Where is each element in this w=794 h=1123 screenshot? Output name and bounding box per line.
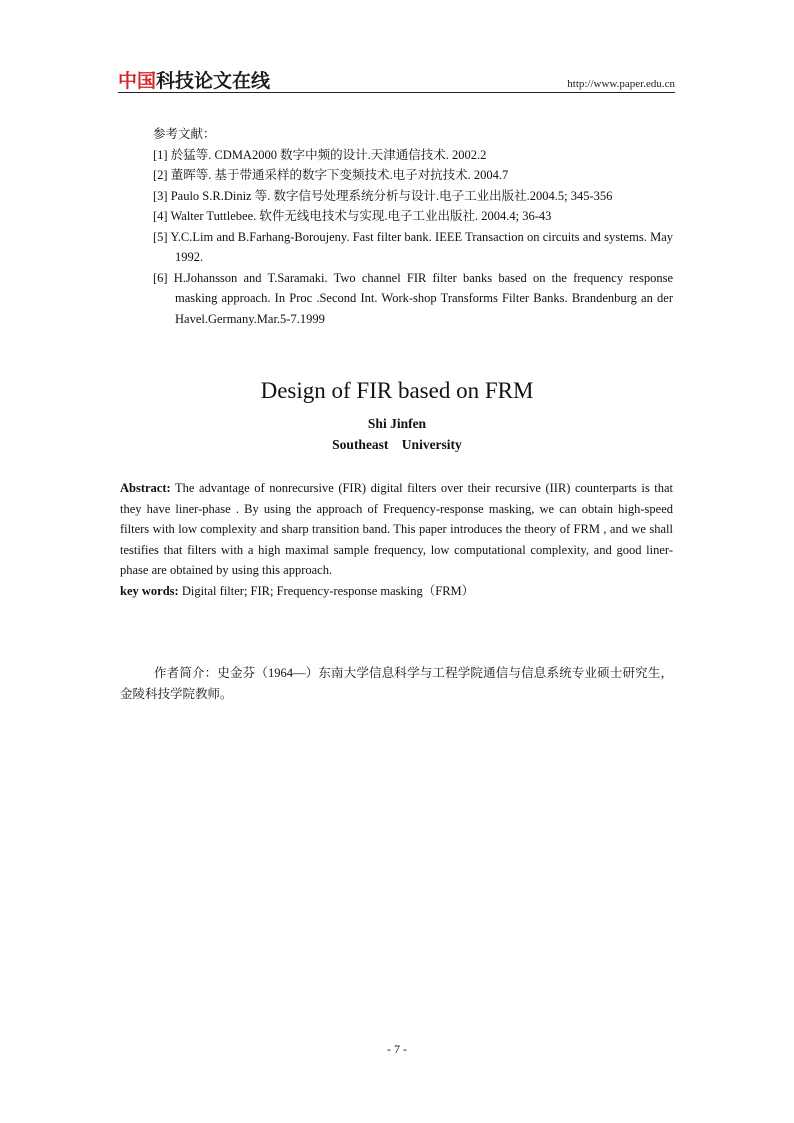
abstract-paragraph	[120, 478, 673, 581]
abstract-text: The advantage of nonrecursive (FIR) digital filters over their recursive (IIR) counterparts is that they have liner-phase . By using the approach of Frequency-response masking, we can obtain high-speed filters with low complexity and sharp transition band. This paper introduces the theory of FRM , and we shall testifies that filters with a high maximal sample frequency, low computational complexity, and good liner-phase are obtained by using this approach.	[120, 481, 673, 577]
author-bio: 作者简介：史金芬（1964—）东南大学信息科学与工程学院通信与信息系统专业硕士研究生，金陵科技学院教师。	[120, 666, 673, 701]
keywords-label: key words:	[120, 583, 179, 598]
page-header	[118, 66, 675, 92]
abstract-section	[120, 478, 673, 601]
references-heading: 参考文献：	[153, 127, 216, 141]
logo-text-black: 科技论文在线	[156, 70, 271, 92]
keywords-text: Digital filter; FIR; Frequency-response masking（FRM）	[178, 583, 475, 598]
reference-item: [5] Y.C.Lim and B.Farhang-Boroujeny. Fast filter bank. IEEE Transaction on circuits and systems. May 1992.	[153, 229, 673, 264]
journal-logo	[118, 66, 270, 93]
paper-title: Design of FIR based on FRM	[260, 378, 534, 403]
abstract-label: Abstract:	[120, 481, 171, 495]
paper-affiliation: Southeast University	[332, 437, 462, 452]
reference-item: [2] 董晖等. 基于带通采样的数字下变频技术.电子对抗技术. 2004.7	[153, 168, 509, 182]
reference-item: [4] Walter Tuttlebee. 软件无线电技术与实现.电子工业出版社. 2004.4; 36-43	[153, 209, 552, 223]
reference-item: [3] Paulo S.R.Diniz 等. 数字信号处理系统分析与设计.电子工业出版社.2004.5; 345-356	[153, 188, 613, 203]
keywords-paragraph	[120, 581, 673, 602]
header-url[interactable]: http://www.paper.edu.cn	[567, 78, 675, 90]
header-divider	[118, 92, 675, 93]
page-number: - 7 -	[387, 1042, 407, 1056]
references-section	[153, 124, 673, 329]
logo-text-red: 中国	[118, 70, 157, 92]
paper-author: Shi Jinfen	[367, 416, 427, 431]
reference-item: [1] 於猛等. CDMA2000 数字中频的设计.天津通信技术. 2002.2	[153, 147, 487, 162]
reference-item: [6] H.Johansson and T.Saramaki. Two channel FIR filter banks based on the frequency response masking approach. In Proc .Second Int. Work-shop Transforms Filter Banks. Brandenburg an der Havel.Germany.Mar.5-7.1999	[153, 270, 673, 326]
